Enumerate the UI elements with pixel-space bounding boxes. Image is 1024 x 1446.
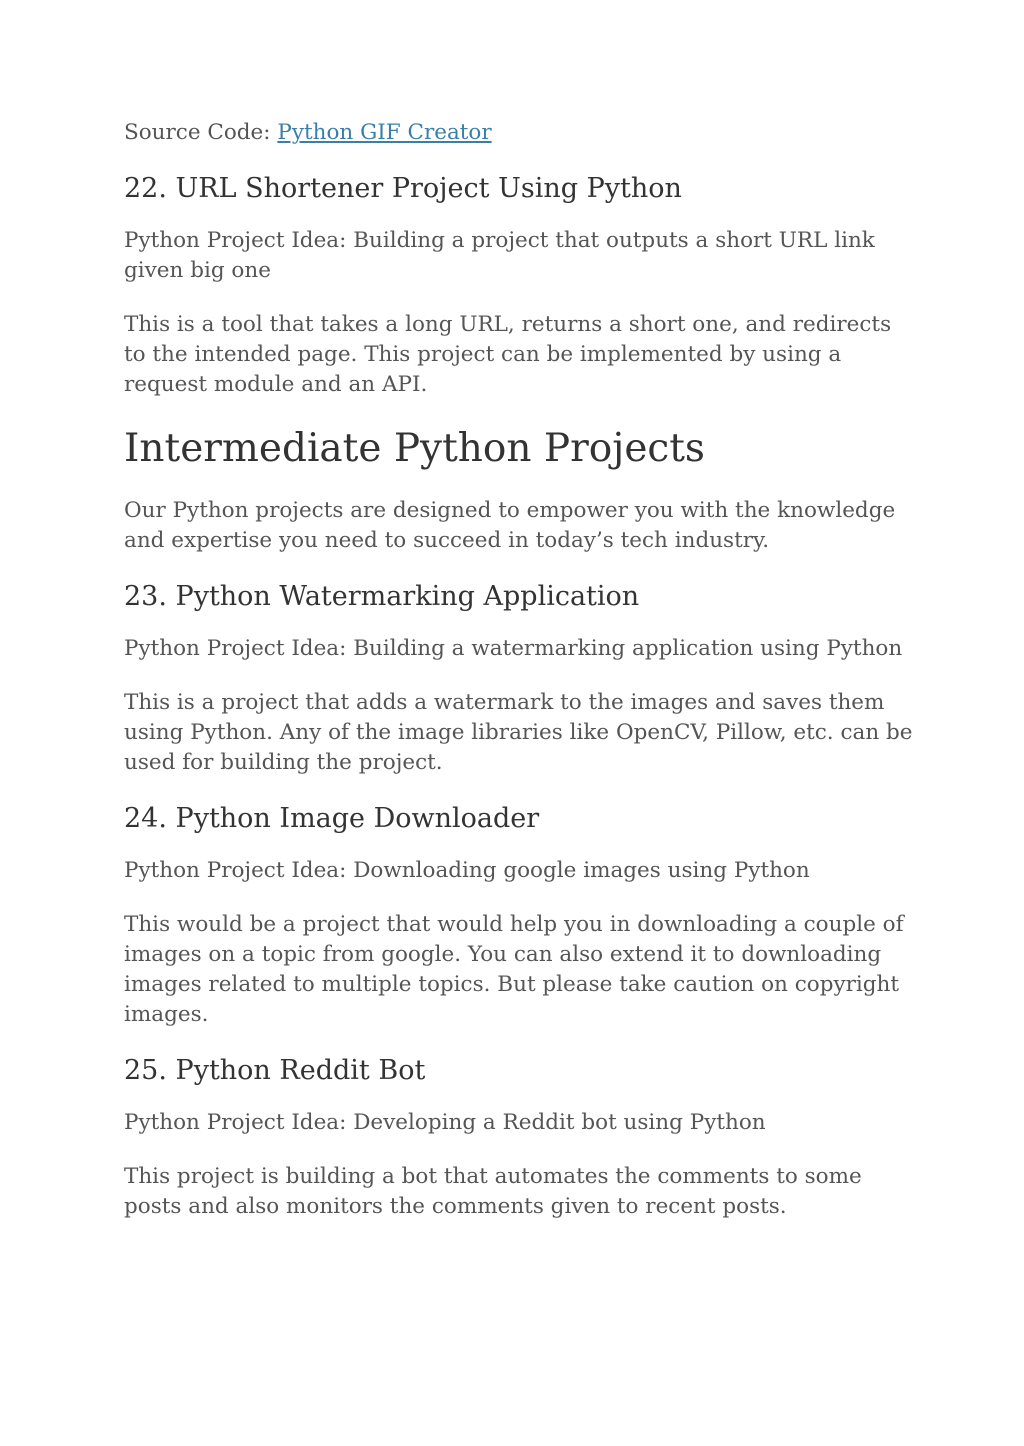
intermediate-projects-title: Intermediate Python Projects xyxy=(124,426,705,471)
project-idea-24: Python Project Idea: Downloading google images using Python xyxy=(124,858,810,883)
section-heading-22: 22. URL Shortener Project Using Python xyxy=(124,173,682,204)
project-idea-23: Python Project Idea: Building a watermarking application using Python xyxy=(124,636,903,661)
project-description-25: This project is building a bot that automates the comments to some posts and also monitors the comments given to recent posts. xyxy=(124,1164,862,1219)
source-code-line xyxy=(124,118,914,148)
section-heading-25: 25. Python Reddit Bot xyxy=(124,1055,426,1086)
section-heading-24: 24. Python Image Downloader xyxy=(124,803,540,834)
project-idea-25: Python Project Idea: Developing a Reddit bot using Python xyxy=(124,1110,766,1135)
project-description-22: This is a tool that takes a long URL, returns a short one, and redirects to the intended page. This project can be implemented by using a request module and an API. xyxy=(124,312,892,397)
project-description-23: This is a project that adds a watermark to the images and saves them using Python. Any of the image libraries like OpenCV, Pillow, etc. can be used for building the project. xyxy=(124,690,913,775)
source-code-label: Source Code: xyxy=(124,120,278,145)
python-gif-creator-link[interactable]: Python GIF Creator xyxy=(277,120,492,145)
section-heading-23: 23. Python Watermarking Application xyxy=(124,581,640,612)
project-idea-22: Python Project Idea: Building a project that outputs a short URL link given big one xyxy=(124,228,875,283)
document-page xyxy=(124,118,914,1222)
project-description-24: This would be a project that would help you in downloading a couple of images on a topic from google. You can also extend it to downloading images related to multiple topics. But please take caution on copyright images. xyxy=(124,912,904,1027)
intermediate-projects-intro: Our Python projects are designed to empower you with the knowledge and expertise you need to succeed in today’s tech industry. xyxy=(124,498,896,553)
